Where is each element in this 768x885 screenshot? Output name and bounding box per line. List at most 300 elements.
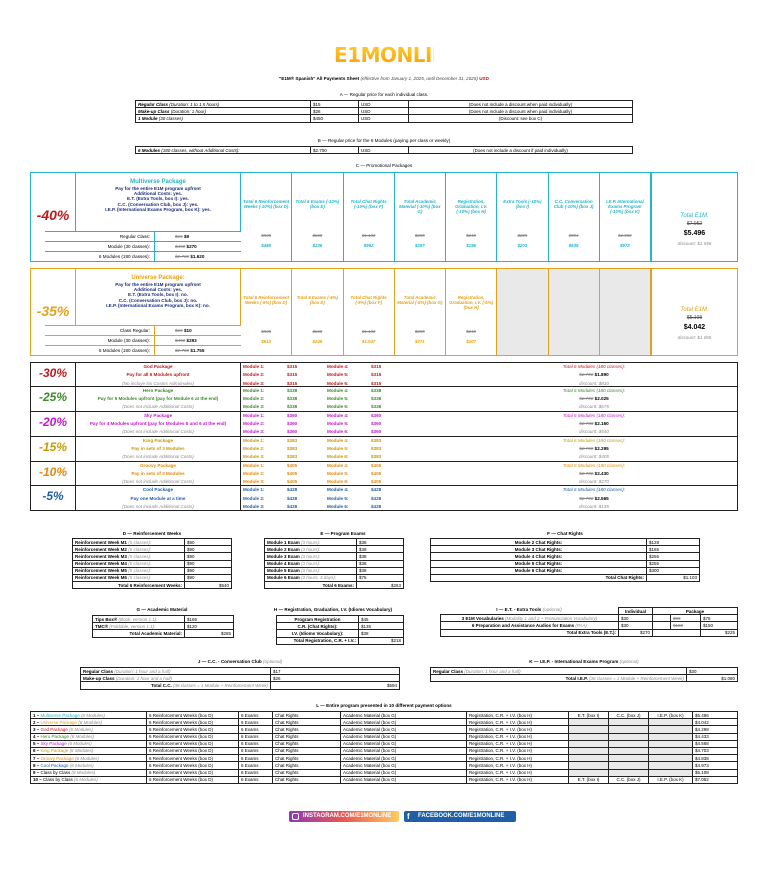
row-label-cell (265, 567, 357, 574)
option-empty (649, 762, 693, 769)
package-block (30, 486, 738, 511)
option-package: Sky Package (40, 741, 67, 747)
option-empty (609, 726, 649, 733)
package-module-label: Module 1: (243, 364, 265, 369)
package-block (30, 437, 738, 462)
total-value: $1.080 (687, 675, 738, 682)
option-package: Groovy Package (40, 755, 74, 761)
package-module-value: $360 (371, 412, 382, 418)
package-module-label: Module 4: (327, 364, 349, 369)
option-item: 6 Exams (239, 776, 273, 783)
facebook-icon: f (407, 812, 410, 821)
option-item: 6 Reinforcement Weeks (box D) (147, 719, 239, 726)
promo-row-prices (155, 242, 197, 251)
package-total-old: $2.700 (579, 495, 594, 501)
promo-col (344, 173, 395, 261)
package-desc (75, 486, 241, 510)
option-item: Academic Material (box G) (341, 719, 467, 726)
option-name-cell (31, 726, 147, 733)
promo-row-new: $10 (183, 328, 192, 333)
row-label-cell (431, 539, 647, 546)
package-module-label: Module 5: (327, 495, 349, 501)
promo-row-old: $15 (175, 328, 183, 333)
header-individual: Individual (619, 608, 653, 615)
universe-l4: C.C. (Conversation Club, box J): no. (118, 297, 198, 303)
table-row (441, 615, 738, 622)
promo-col-old-text: $1.103 (361, 233, 376, 238)
package-module-label: Module 1: (243, 437, 265, 443)
promo-col-header (446, 269, 496, 329)
package-module-value: $360 (371, 421, 382, 427)
promo-col-old-text: $540 (261, 233, 272, 238)
total-label-cell (431, 675, 687, 682)
multiverse-name: Multiverse Package (130, 179, 186, 185)
option-item: Academic Material (box G) (341, 726, 467, 733)
package-total-new: $2.025 (594, 396, 609, 402)
row-value: $75 (357, 574, 404, 581)
sectionA-name: Make-up Class (138, 108, 170, 114)
promo-col-header (344, 173, 394, 233)
row-label: Module 3 Chat Rights: (514, 546, 563, 552)
package-module-label: Module 2: (243, 372, 265, 378)
promo-row-old: $450 (175, 338, 186, 343)
total-label-cell (265, 582, 357, 589)
option-item: Academic Material (box G) (341, 733, 467, 740)
table-row (73, 539, 232, 546)
table-row (31, 769, 738, 776)
promo-col-old-text: $285 (414, 233, 425, 238)
facebook-link[interactable] (404, 811, 516, 822)
row-label: Reinforcement Week M1 (75, 539, 127, 545)
option-total: $4.042 (693, 719, 738, 726)
total-label-cell (431, 574, 647, 581)
package-block (30, 387, 738, 412)
promo-col-old (497, 233, 547, 238)
promo-price-row (45, 335, 241, 345)
option-item: 6 Reinforcement Weeks (box D) (147, 762, 239, 769)
package-module-label: Module 5: (327, 372, 349, 378)
option-note: (6 Modules) (69, 726, 93, 732)
multiverse-l4: C.C. (Conversation Club, box J): yes. (117, 201, 199, 207)
row-note: (5 classes): (128, 553, 152, 559)
instagram-link[interactable] (289, 811, 399, 822)
row-value: $128 (647, 539, 700, 546)
total-label: Total Registration, C.R. + I.V.: (293, 638, 356, 644)
package-pct: -20% (38, 414, 67, 429)
package-module-label: Module 5: (327, 470, 349, 476)
promo-col-new (241, 243, 291, 248)
multiverse-l5: I.E.P. (International Exams Program, box K): yes. (105, 207, 211, 213)
option-empty (569, 726, 609, 733)
row-value: $30 (619, 622, 653, 629)
option-total: $7.052 (693, 776, 738, 783)
row-value: $38 (359, 630, 404, 637)
package-name: God Package (143, 364, 173, 369)
table-row (93, 623, 234, 630)
option-item: Academic Material (box G) (341, 712, 467, 719)
option-number: 4 – (33, 734, 41, 740)
promo-col-old-text: $594 (568, 233, 579, 238)
promo-col-header (241, 269, 291, 329)
row-label-cell (265, 574, 357, 581)
total-label-cell (277, 637, 359, 644)
promo-row-prices (155, 346, 204, 355)
package-module-value: $383 (287, 454, 298, 460)
promo-col-old-text: $218 (466, 329, 477, 334)
package-module-label: Module 3: (243, 454, 265, 460)
title-currency: USD (479, 76, 489, 81)
package-module-label: Module 6: (327, 479, 349, 485)
promo-col (344, 269, 395, 355)
option-item: Chat Rights (273, 747, 341, 754)
promo-col-header (497, 173, 547, 233)
promo-col-header-text: I.E.P. International Exams Program (-10%) (box K) (606, 199, 644, 215)
row-label: Module 5 Exam (267, 568, 300, 574)
sectionA-cur: USD (359, 108, 409, 115)
total-pkg: $225 (701, 629, 738, 636)
promo-col (446, 173, 497, 261)
promo-row-label-cell (45, 326, 155, 335)
package-total-new: $1.890 (594, 372, 609, 378)
table-row (73, 546, 232, 553)
package-module-label: Module 3: (243, 429, 265, 435)
total-row (431, 675, 738, 682)
package-l2: (No incluye los Costos Adicionales) (122, 380, 194, 386)
option-item: 6 Exams (239, 726, 273, 733)
option-item: Academic Material (box G) (341, 755, 467, 762)
option-name-cell (31, 733, 147, 740)
table-row (31, 726, 738, 733)
option-item: 6 Reinforcement Weeks (box D) (147, 776, 239, 783)
option-extra: C.C. (box J) (609, 712, 649, 719)
package-pct: -10% (38, 464, 67, 479)
package-name: Sky Package (143, 412, 173, 418)
option-empty (649, 747, 693, 754)
package-module-value: $383 (371, 454, 382, 460)
row-label: Make-up Class (83, 675, 115, 681)
boxD-table (72, 538, 232, 589)
row-value: $90 (185, 567, 232, 574)
row-label: TMC® (95, 623, 109, 629)
sectionA-note: (Duration: 1 to 1.5 hours) (169, 101, 220, 107)
table-row (277, 616, 404, 623)
boxL-title: L — Entire program presented in 10 different payment options (316, 703, 452, 708)
promo-col-old (549, 233, 599, 238)
package-module-label: Module 4: (327, 387, 349, 393)
row-value: $38 (357, 553, 404, 560)
sectionA-title: A — Regular price for each individual class. (339, 92, 429, 97)
option-item: Academic Material (box G) (341, 747, 467, 754)
option-item: Chat Rights (273, 769, 341, 776)
promo-col-header-text: Total 6 Reinforcement Weeks (-5%) (box D) (243, 295, 290, 306)
package-module-label: Module 6: (327, 380, 349, 386)
promo-col (241, 173, 292, 261)
row-old: $180 (671, 622, 701, 629)
package-module-label: Module 1: (243, 487, 265, 493)
universe-discount: discount: $1.065 (677, 334, 712, 340)
table-row (265, 567, 404, 574)
option-item: Registration, C.R. + I.V. (box H) (467, 755, 569, 762)
option-empty (569, 747, 609, 754)
package-module-label: Module 4: (327, 487, 349, 493)
package-discount: discount: $810 (579, 380, 609, 386)
promo-col-old-text: $1.103 (361, 329, 376, 334)
promo-price-row (45, 251, 241, 261)
option-item: Academic Material (box G) (341, 776, 467, 783)
total-row (277, 637, 404, 644)
option-total: $4.838 (693, 755, 738, 762)
package-module-label: Module 5: (327, 396, 349, 402)
multiverse-cols (241, 173, 651, 261)
package-module-label: Module 4: (327, 437, 349, 443)
sectionA-name-cell (136, 101, 311, 108)
option-empty (649, 740, 693, 747)
row-note: (Foldable, version 1.1): (109, 623, 156, 629)
universe-total-old: $5.108 (686, 314, 703, 321)
row-value: $255 (647, 553, 700, 560)
option-empty (609, 733, 649, 740)
option-note: (6 Modules) (78, 719, 103, 725)
promo-row-new: $1.620 (190, 254, 205, 259)
promo-row-label: Module (30 classes): (107, 338, 150, 343)
promo-price-row (45, 345, 241, 355)
promo-col-old (241, 329, 291, 334)
option-item: 6 Exams (239, 769, 273, 776)
row-label: Program Registration (294, 616, 341, 622)
option-name-cell (31, 712, 147, 719)
option-name-cell (31, 755, 147, 762)
package-module-value: $405 (287, 462, 298, 468)
promo-col-new (497, 243, 547, 248)
promo-col-old (292, 329, 342, 334)
package-module-value: $360 (371, 429, 382, 435)
table-row (431, 539, 700, 546)
package-module-value: $338 (371, 396, 382, 402)
row-spacer (653, 622, 671, 629)
option-item: Registration, C.R. + I.V. (box H) (467, 712, 569, 719)
package-name: Hero Package (142, 387, 174, 393)
row-value: $90 (185, 574, 232, 581)
package-block (30, 362, 738, 387)
option-item: 6 Exams (239, 740, 273, 747)
package-l1: Pay for all 6 Modules upfront (126, 372, 190, 378)
promo-row-prices (155, 232, 189, 241)
promo-col-header-text: Total 6 Exams (-10%) (box E) (295, 199, 340, 210)
total-row (93, 630, 234, 637)
row-value: $45 (359, 616, 404, 623)
total-value: $1.103 (647, 574, 700, 581)
promo-row-label: Module (30 classes): (107, 244, 150, 249)
promo-col-old (344, 233, 394, 238)
option-item: Chat Rights (273, 712, 341, 719)
package-total (451, 412, 737, 437)
option-package: Cool Package (40, 762, 69, 768)
total-value: $285 (185, 630, 234, 637)
package-module-value: $428 (287, 495, 298, 501)
option-empty (609, 769, 649, 776)
total-row (265, 582, 404, 589)
package-l2: (Does not include Additional Costs) (122, 404, 194, 410)
instagram-text: INSTAGRAM.COM/E1MONLINE (303, 813, 392, 819)
row-note: (3 hours): (301, 561, 321, 567)
table-row (265, 546, 404, 553)
promo-col-new (241, 339, 291, 344)
package-total (451, 363, 737, 388)
package-total-prices (451, 420, 737, 428)
universe-pct: -35% (36, 303, 70, 319)
promo-col-new-text: $992 (363, 243, 374, 249)
package-module-value: $405 (371, 470, 382, 476)
package-module-value: $428 (287, 487, 298, 493)
promo-col (241, 269, 292, 355)
promo-col-old (344, 329, 394, 334)
package-total-new: $2.160 (594, 421, 609, 427)
promo-row-old: $15 (175, 234, 183, 239)
promo-col-old-text: $263 (312, 233, 323, 238)
option-empty (609, 762, 649, 769)
package-module-value: $315 (287, 380, 298, 386)
promo-price-row (45, 325, 241, 335)
promo-row-old: $2.700 (175, 348, 190, 353)
package-l1: Pay for 4 Modules upfront (pay for Modules 5 and 6 at the end) (89, 421, 227, 427)
sectionA-note: (30 classes) (158, 115, 184, 121)
package-module-value: $315 (371, 380, 382, 386)
option-extra: E.T. (box I) (569, 712, 609, 719)
multiverse-l1: Pay for the entire E1M program upfront (115, 185, 201, 191)
option-item: Registration, C.R. + I.V. (box H) (467, 762, 569, 769)
sectionA-name: Regular Class (138, 101, 169, 107)
option-number: 2 – (33, 719, 41, 725)
row-label: Module 2 Chat Rights: (514, 539, 563, 545)
row-label-cell (265, 539, 357, 546)
promo-col (446, 269, 497, 355)
package-module-label: Module 1: (243, 462, 265, 468)
option-item: 6 Reinforcement Weeks (box D) (147, 755, 239, 762)
option-number: 6 – (33, 748, 41, 754)
total-label: Total I.E.P. (565, 675, 588, 681)
promo-col-new-text: $972 (619, 243, 630, 249)
option-note: (6 Modules) (70, 734, 95, 740)
option-item: 6 Reinforcement Weeks (box D) (147, 726, 239, 733)
package-module-label: Module 2: (243, 421, 265, 427)
universe-total-new: $4.042 (683, 323, 706, 331)
row-value: $38 (357, 567, 404, 574)
sectionA-desc: (Does not include a discount when paid individually) (409, 108, 633, 115)
promo-col-old (446, 329, 496, 334)
package-module-label: Module 3: (243, 479, 265, 485)
multiverse-l3: E.T. (Extra Tools, box I): yes. (127, 196, 189, 202)
row-label: Reinforcement Week M6 (75, 575, 127, 581)
row-note: (Modality 1 and 2 + Pronunciation Vocabulary) (504, 615, 598, 621)
promo-col-header (395, 269, 445, 329)
row-note: (Book, version 1.1): (118, 616, 158, 622)
promo-col-header-text: Registration, Graduation, I.V. (-5%) (box H) (449, 295, 494, 311)
promo-row-label-cell (45, 336, 155, 345)
package-discount: discount: $405 (579, 454, 609, 460)
option-empty (569, 719, 609, 726)
option-item: Registration, C.R. + I.V. (box H) (467, 733, 569, 740)
row-note: (PAA) (575, 622, 588, 628)
promo-col-new (446, 339, 496, 344)
table-row (431, 567, 700, 574)
row-label: Reinforcement Week M3 (75, 553, 127, 559)
row-label: Tips Box® (95, 616, 118, 622)
row-label: Module 6 Chat Rights: (514, 568, 563, 574)
total-label: Total 6 Exams: (322, 582, 354, 588)
total-label: Total Chat Rights: (605, 575, 644, 581)
promo-col-new-text: $257 (414, 243, 425, 249)
promo-col-old-text: $1.080 (618, 233, 632, 238)
universe-desc (75, 269, 241, 325)
boxL-table (30, 711, 738, 784)
total-value: $218 (359, 637, 404, 644)
sectionA-cur: USD (359, 115, 409, 122)
sectionA-note: (Duration: 1 hour) (170, 108, 207, 114)
total-value: $263 (357, 582, 404, 589)
multiverse-pct: -40% (36, 207, 70, 223)
option-item: Chat Rights (273, 755, 341, 762)
row-label-cell (81, 675, 271, 682)
table-row (265, 574, 404, 581)
promo-col-old (600, 233, 650, 238)
option-item: Chat Rights (273, 726, 341, 733)
promo-col-new-text: $207 (466, 339, 477, 345)
total-label: Total 6 Reinforcement Weeks: (118, 582, 182, 588)
option-note: (6 Modules) (75, 755, 99, 761)
promo-col-old-text: $218 (466, 233, 477, 238)
page-title (0, 76, 768, 81)
option-item: 6 Reinforcement Weeks (box D) (147, 712, 239, 719)
option-total: $5.496 (693, 712, 738, 719)
table-row (136, 115, 633, 122)
table-row (73, 560, 232, 567)
package-total (451, 437, 737, 462)
universe-l2: Additional Costs: yes. (133, 287, 183, 293)
package-module-value: $383 (287, 445, 298, 451)
option-item: Registration, C.R. + I.V. (box H) (467, 740, 569, 747)
row-label: I.V. (Idioms Vocabulary): (291, 630, 344, 636)
package-module-label: Module 5: (327, 421, 349, 427)
package-total-label: Total 6 Modules (180 classes): (562, 387, 626, 393)
promo-row-label: 6 Modules (180 classes): (98, 254, 150, 259)
row-label: 6 Preparation and Assistance Audios for Exams (471, 622, 575, 628)
promo-col-new (395, 339, 445, 344)
promo-col (549, 173, 600, 261)
package-module-value: $383 (371, 445, 382, 451)
sectionA-price: $450 (311, 115, 359, 122)
boxK-title-note: (optional) (619, 659, 639, 664)
row-label: Module 4 Exam (267, 561, 300, 567)
promo-col-header (395, 173, 445, 233)
sectionA-name: 1 Module (138, 115, 158, 121)
promo-col-header-text: C.C. Conversation Club (-10%) (box J) (553, 199, 594, 210)
table-row (136, 108, 633, 115)
table-row (31, 755, 738, 762)
package-total-label: Total 6 Modules (180 classes): (562, 462, 626, 468)
multiverse-price-rows (45, 231, 241, 261)
boxJ-table (80, 667, 400, 690)
promo-col-header-text: Extra Tools (-10%) (box I) (503, 199, 542, 210)
sectionB-desc: (Does not include a discount if paid individually) (409, 147, 633, 154)
package-module-label: Module 2: (243, 396, 265, 402)
package-total-new: $2.430 (594, 470, 609, 476)
row-label-cell (265, 560, 357, 567)
row-value: $30 (687, 668, 738, 675)
package-module-label: Module 2: (243, 470, 265, 476)
sectionB-title: B — Regular price for the 6 Modules (paying per class or weekly) (317, 138, 451, 143)
package-module-value: $428 (371, 504, 382, 510)
total-value: $594 (271, 682, 400, 689)
